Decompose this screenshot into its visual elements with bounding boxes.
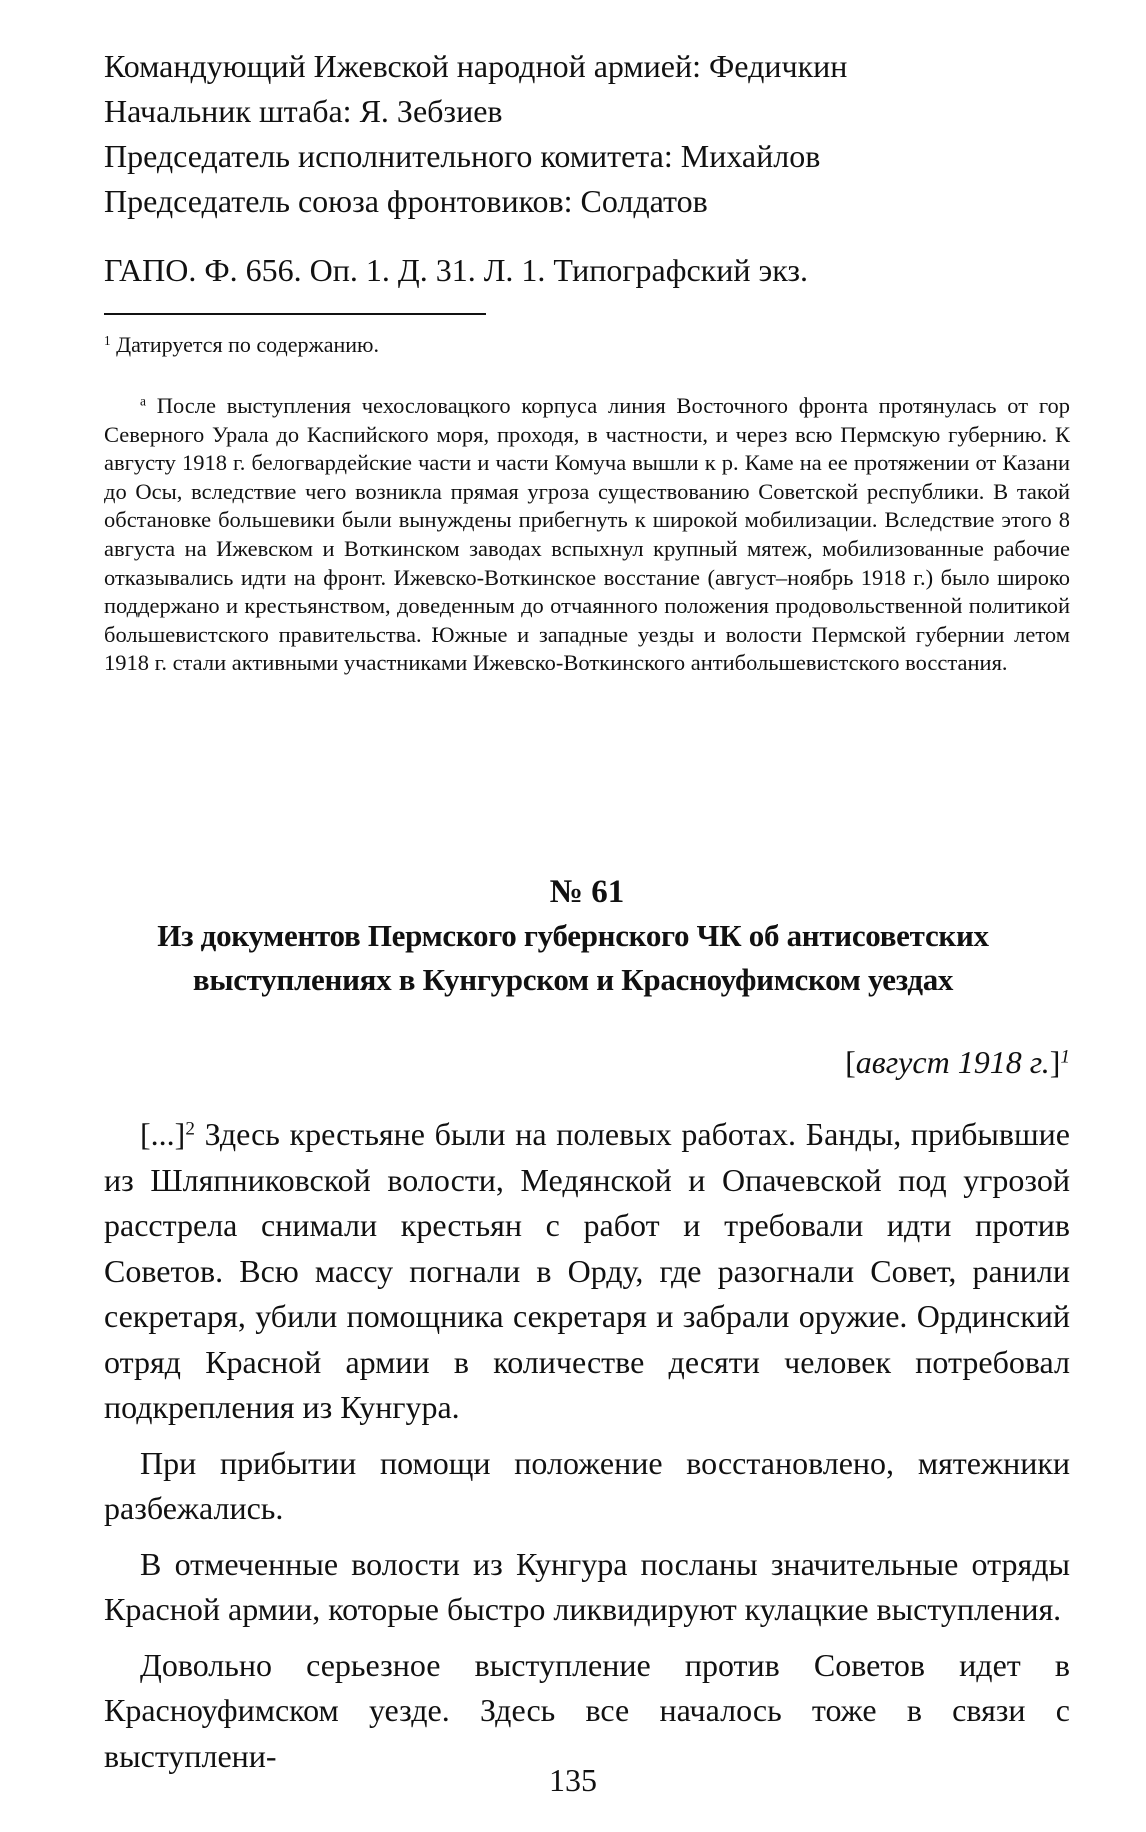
footnote-divider	[104, 313, 486, 315]
paragraph-text: Здесь крестьяне были на полевых работах. Банды, прибывшие из Шляпниковской волости, Медянской и Опачевской под угрозой расстрела снимали крестьян с работ и требовали идти против Советов. Всю массу погнали в Орду, где разогнали Совет, ранили секретаря, убили помощника секретаря и забрали оружие. Ординский отряд Красной армии в количестве десяти человек потребовал подкрепления из Кунгура.	[104, 1116, 1070, 1425]
footnote-a	[104, 392, 1070, 678]
footnote-1	[104, 330, 1070, 360]
signatories-block	[104, 44, 1070, 224]
date-bracket-open: [	[845, 1044, 856, 1080]
body-paragraph: Довольно серьезное выступление против Советов идет в Красноуфимском уезде. Здесь все началось тоже в связи с выступлени-	[104, 1646, 1070, 1774]
page-number: 135	[549, 1762, 597, 1798]
body-paragraph: При прибытии помощи положение восстановлено, мятежники разбежались.	[104, 1444, 1070, 1526]
document-number: № 61	[549, 874, 625, 910]
date-bracket-close: ]	[1049, 1044, 1061, 1080]
omission-marker: [...]	[140, 1116, 186, 1152]
document-date	[104, 1040, 1070, 1084]
footnote-marker: 1	[104, 332, 111, 348]
signatory-line: Начальник штаба: Я. Зебзиев	[104, 93, 503, 129]
body-paragraph: В отмеченные волости из Кунгура посланы значительные отряды Красной армии, которые быстро ликвидируют кулацкие выступления.	[104, 1545, 1070, 1627]
archive-reference: ГАПО. Ф. 656. Оп. 1. Д. 31. Л. 1. Типографский экз.	[104, 252, 808, 288]
signatory-line: Председатель союза фронтовиков: Солдатов	[104, 183, 708, 219]
date-footnote-marker: 1	[1060, 1046, 1070, 1068]
footnote-text: После выступления чехословацкого корпуса линия Восточного фронта протянулась от гор Северного Урала до Каспийского моря, проходя, в частности, и через всю Пермскую губернию. К августу 1918 г. белогвардейские части и части Комуча вышли к р. Каме на ее протяжении от Казани до Осы, вследствие чего возникла прямая угроза существованию Советской республики. В такой обстановке большевики были вынуждены прибегнуть к широкой мобилизации. Вследствие этого 8 августа на Ижевском и Воткинском заводах вспыхнул крупный мятеж, мобилизованные рабочие отказывались идти на фронт. Ижевско-Воткинское восстание (август–ноябрь 1918 г.) было широко поддержано и крестьянством, доведенным до отчаянного положения продовольственной политикой большевистского правительства. Южные и западные уезды и волости Пермской губернии летом 1918 г. стали активными участниками Ижевско-Воткинского антибольшевистского восстания.	[104, 393, 1070, 676]
footnote-marker: 2	[185, 1118, 195, 1140]
signatory-line: Командующий Ижевской народной армией: Федичкин	[104, 48, 848, 84]
footnote-text: Датируется по содержанию.	[116, 332, 379, 357]
date-text: август 1918 г.	[855, 1044, 1050, 1080]
document-title: Из документов Пермского губернского ЧК об антисоветских выступлениях в Кунгурском и Красноуфимском уездах	[157, 918, 989, 997]
signatory-line: Председатель исполнительного комитета: Михайлов	[104, 138, 821, 174]
body-paragraph	[104, 1112, 1070, 1431]
document-body	[104, 1112, 1070, 1789]
footnote-marker: a	[140, 393, 146, 409]
